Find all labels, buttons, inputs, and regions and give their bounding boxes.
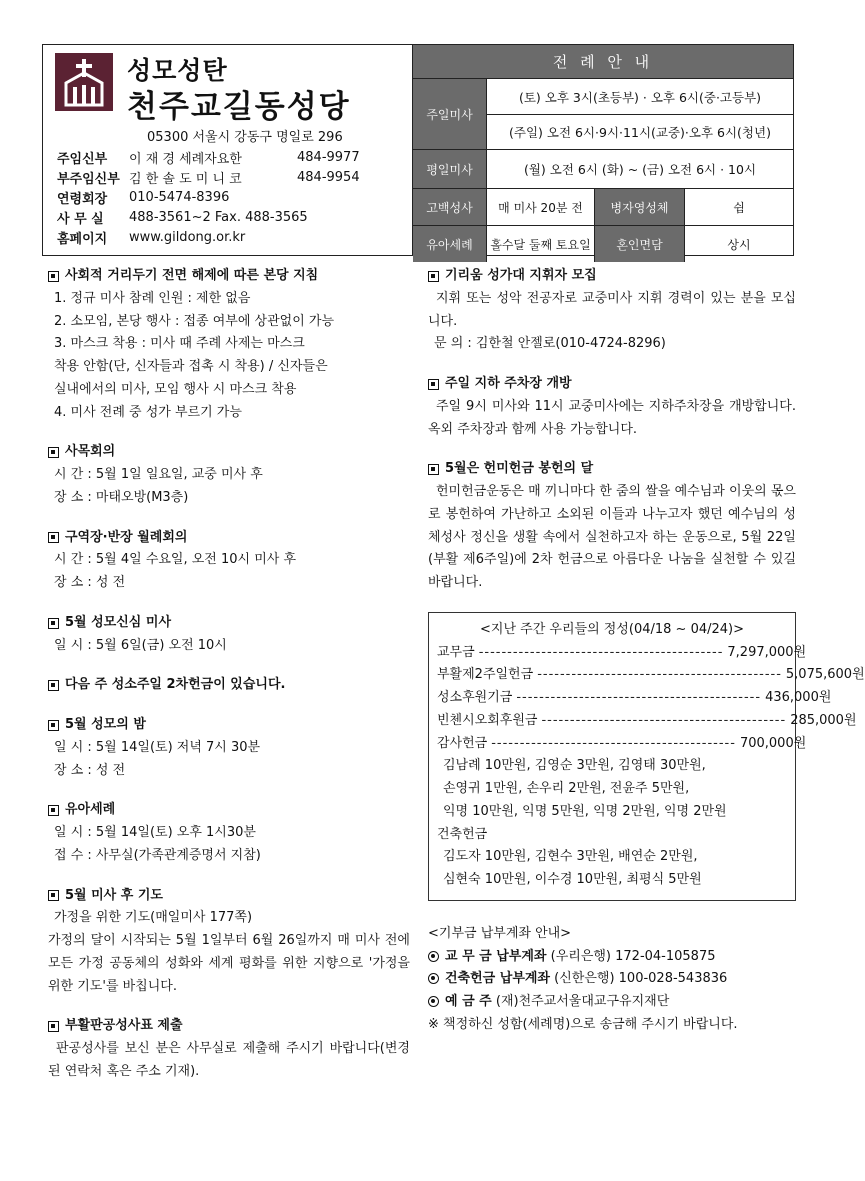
- notice-confession-card: [48, 1015, 410, 1083]
- notice-line: 장 소 : 성 전: [54, 575, 126, 590]
- schedule-value: (토) 오후 3시(초등부) · 오후 6시(중·고등부): [518, 89, 762, 105]
- offering-names: 김남례 10만원, 김영순 3만원, 김영태 30만원,: [443, 758, 706, 774]
- notice-line: 시 간 : 5월 1일 일요일, 교중 미사 후: [54, 467, 263, 482]
- right-column: [428, 265, 865, 1054]
- notice-title: 부활판공성사표 제출: [65, 1018, 183, 1034]
- notice-line: 문 의 : 김한철 안젤로(010-4724-8296): [434, 336, 666, 352]
- notice-line: 일 시 : 5월 14일(토) 저녁 7시 30분: [54, 739, 261, 755]
- notice-title: 사목회의: [65, 444, 116, 460]
- schedule-label: 주일미사: [413, 79, 487, 149]
- schedule-label: 병자영성체: [595, 189, 685, 225]
- notice-title: 다음 주 성소주일 2차헌금이 있습니다.: [65, 677, 286, 693]
- offering-row: 교무금 ------------------------------------------- 7,297,000원: [437, 642, 787, 665]
- contact-row: [57, 227, 360, 247]
- account-label: 건축헌금 납부계좌: [445, 971, 550, 987]
- contact-label: 연령회장: [57, 191, 108, 207]
- offering-label: 감사헌금: [437, 735, 488, 751]
- contact-name: 이 재 경 세례자요한: [129, 151, 242, 167]
- bullet-square-icon: [428, 271, 439, 282]
- schedule-value: 홀수달 둘째 토요일: [487, 226, 595, 262]
- notice-vocation-collection: [48, 674, 410, 697]
- parish-name: 천주교길동성당: [127, 89, 351, 125]
- accounts-title: <기부금 납부계좌 안내>: [428, 925, 572, 941]
- notice-line: 실내에서의 미사, 모임 행사 시 마스크 착용: [54, 381, 297, 397]
- bullet-square-icon: [48, 532, 59, 543]
- bullet-square-icon: [48, 680, 59, 691]
- notice-line: 일 시 : 5월 14일(토) 오후 1시30분: [54, 825, 256, 840]
- schedule-label: 고백성사: [413, 189, 487, 225]
- schedule-label: 평일미사: [413, 150, 487, 188]
- homepage-link[interactable]: www.gildong.or.kr: [129, 229, 246, 245]
- left-column: [48, 265, 410, 1101]
- notice-infant-baptism: [48, 799, 410, 867]
- bullet-square-icon: [48, 1021, 59, 1032]
- account-row: [428, 946, 796, 969]
- schedule-label: 혼인면담: [595, 226, 685, 262]
- notice-line: 1. 정규 미사 참례 인원 : 제한 없음: [54, 290, 251, 306]
- notice-line: 장 소 : 마태오방(M3층): [54, 489, 189, 505]
- contact-row: [57, 187, 360, 207]
- schedule-value: (주일) 오전 6시·9시·11시(교중)·오후 6시(청년): [487, 114, 793, 149]
- offering-title: <지난 주간 우리들의 정성(04/18 ~ 04/24)>: [480, 621, 744, 637]
- bullet-square-icon: [48, 890, 59, 901]
- notice-title: 5월은 헌미헌금 봉헌의 달: [445, 461, 594, 477]
- notice-marian-mass: [48, 612, 410, 658]
- notice-paragraph: 주일 9시 미사와 11시 교중미사에는 지하주차장을 개방합니다. 옥외 주차장과 함께 사용 가능합니다.: [428, 398, 796, 437]
- contact-name: 010-5474-8396: [129, 189, 230, 205]
- offering-names: 익명 10만원, 익명 5만원, 익명 2만원, 익명 2만원: [443, 803, 727, 819]
- notice-line: 착용 안함(단, 신자들과 접촉 시 착용) / 신자들은: [54, 359, 328, 374]
- offering-row: 부활제2주일헌금 ------------------------------------------- 5,075,600원: [437, 664, 787, 687]
- account-row: [428, 968, 796, 991]
- contact-row: [57, 167, 360, 187]
- offering-label: 성소후원기금: [437, 690, 513, 705]
- parish-subtitle: 성모성탄: [127, 56, 228, 85]
- contact-label: 사 무 실: [57, 211, 104, 227]
- offering-amount: 5,075,600원: [785, 667, 865, 683]
- bullet-square-icon: [428, 464, 439, 475]
- bullet-circle-icon: [428, 951, 439, 962]
- notice-may-prayer: [48, 885, 410, 999]
- bullet-circle-icon: [428, 973, 439, 984]
- offering-names: 심현숙 10만원, 이수경 10만원, 최평식 5만원: [443, 872, 702, 887]
- donation-accounts: [428, 923, 796, 1037]
- bullet-square-icon: [48, 447, 59, 458]
- offering-label: 교무금: [437, 644, 475, 660]
- notice-line: 접 수 : 사무실(가족관계증명서 지참): [54, 847, 261, 863]
- contact-list: [57, 147, 360, 247]
- notice-title: 구역장·반장 월례회의: [65, 529, 188, 545]
- notice-title: 유아세례: [65, 802, 116, 818]
- notice-distancing: [48, 265, 410, 424]
- notice-title: 주일 지하 주차장 개방: [445, 376, 572, 391]
- notice-rice-offering: [428, 458, 796, 595]
- offering-label: 부활제2주일헌금: [437, 667, 534, 683]
- contact-label: 주임신부: [57, 151, 108, 167]
- contact-name: 488-3561~2 Fax. 488-3565: [129, 209, 308, 225]
- offering-amount: 285,000원: [790, 712, 857, 728]
- bullet-square-icon: [48, 271, 59, 282]
- notice-line: 가정을 위한 기도(매일미사 177쪽): [54, 910, 253, 926]
- offering-amount: 7,297,000원: [727, 644, 807, 660]
- notice-marian-night: [48, 714, 410, 782]
- offering-names: 김도자 10만원, 김현수 3만원, 배연순 2만원,: [443, 849, 698, 865]
- notice-title: 5월 미사 후 기도: [65, 887, 163, 903]
- account-row: [428, 991, 796, 1014]
- notice-line: 일 시 : 5월 6일(금) 오전 10시: [54, 637, 227, 653]
- notice-line: 2. 소모임, 본당 행사 : 접종 여부에 상관없이 가능: [54, 313, 335, 329]
- bullet-square-icon: [428, 379, 439, 390]
- notice-title: 사회적 거리두기 전면 해제에 따른 본당 지침: [65, 268, 319, 283]
- bullet-square-icon: [48, 720, 59, 731]
- notice-line: 4. 미사 전례 중 성가 부르기 가능: [54, 404, 242, 420]
- schedule-value: (월) 오전 6시 (화) ~ (금) 오전 6시 · 10시: [523, 162, 757, 177]
- offering-row: 빈첸시오회후원금 ------------------------------------------- 285,000원: [437, 710, 787, 733]
- offering-row: 감사헌금 ------------------------------------------- 700,000원: [437, 733, 787, 756]
- notice-title: 5월 성모신심 미사: [65, 614, 172, 630]
- schedule-title: 전 례 안 내: [413, 45, 793, 79]
- schedule-value: 매 미사 20분 전: [487, 189, 595, 225]
- bullet-square-icon: [48, 805, 59, 816]
- notice-paragraph: 헌미헌금운동은 매 끼니마다 한 줌의 쌀을 예수님과 이웃의 몫으로 봉헌하여 가난하고 소외된 이들과 나누고자 했던 예수님의 성체성사 정신을 생활 속에서 실천하고자 하는 운동으로, 5월 22일(부활 제6주일)에 2차 헌금으로 아름다운 나눔을 실천할 수 있길 바랍니다.: [428, 484, 796, 590]
- parish-logo-icon: [55, 53, 113, 111]
- notice-pastoral-council: [48, 441, 410, 509]
- account-number: (우리은행) 172-04-105875: [550, 948, 716, 964]
- notice-choir-conductor: [428, 265, 796, 356]
- notice-paragraph: 지휘 또는 성악 전공자로 교중미사 지휘 경력이 있는 분을 모십니다.: [428, 290, 796, 329]
- account-number: (신한은행) 100-028-543836: [554, 971, 728, 987]
- schedule-row-weekday: [413, 150, 793, 189]
- liturgy-schedule: [413, 45, 793, 255]
- bullet-square-icon: [48, 618, 59, 629]
- schedule-value: 쉼: [733, 200, 745, 215]
- contact-label: 부주임신부: [57, 171, 120, 187]
- offering-names: 손영귀 1만원, 손우리 2만원, 전윤주 5만원,: [443, 781, 690, 796]
- account-label: 예 금 주: [445, 994, 492, 1009]
- weekly-offering-box: [428, 612, 865, 901]
- parish-address: 05300 서울시 강동구 명일로 296: [147, 130, 343, 145]
- contact-row: [57, 147, 360, 167]
- building-fund-label: 건축헌금: [437, 826, 488, 842]
- notice-paragraph: 판공성사를 보신 분은 사무실로 제출해 주시기 바랍니다(변경된 연락처 혹은 주소 기재).: [48, 1041, 410, 1079]
- contact-row: [57, 207, 360, 227]
- notice-title: 기리움 성가대 지휘자 모집: [445, 268, 597, 283]
- offering-amount: 700,000원: [739, 735, 807, 751]
- contact-label: 홈페이지: [57, 231, 108, 247]
- notice-line: 3. 마스크 착용 : 미사 때 주례 사제는 마스크: [54, 336, 305, 352]
- contact-phone: 484-9954: [297, 169, 360, 185]
- schedule-value: 상시: [727, 237, 751, 252]
- schedule-row-infant: [413, 226, 793, 262]
- notice-title: 5월 성모의 밤: [65, 717, 146, 732]
- offering-amount: 436,000원: [765, 690, 832, 705]
- parish-info: [43, 45, 413, 255]
- bulletin-header: [42, 44, 794, 256]
- account-label: 교 무 금 납부계좌: [445, 948, 547, 964]
- contact-name: 김 한 솔 도 미 니 코: [129, 171, 242, 187]
- notice-line: 시 간 : 5월 4일 수요일, 오전 10시 미사 후: [54, 552, 297, 568]
- notice-line: 장 소 : 성 전: [54, 762, 126, 778]
- schedule-row-confession: [413, 189, 793, 226]
- contact-phone: 484-9977: [297, 149, 360, 165]
- notice-district-meeting: [48, 527, 410, 595]
- bullet-circle-icon: [428, 996, 439, 1007]
- accounts-note: ※ 책정하신 성함(세례명)으로 송금해 주시기 바랍니다.: [428, 1016, 738, 1032]
- schedule-row-sunday: [413, 79, 793, 150]
- account-holder: (재)천주교서울대교구유지재단: [495, 994, 670, 1009]
- notice-paragraph: 가정의 달이 시작되는 5월 1일부터 6월 26일까지 매 미사 전에 모든 가정 공동체의 성화와 세계 평화를 위한 지향으로 '가정을 위한 기도'를 바칩니다.: [48, 933, 410, 994]
- schedule-label: 유아세례: [413, 226, 487, 262]
- offering-row: 성소후원기금 ------------------------------------------- 436,000원: [437, 687, 787, 710]
- notice-parking: [428, 373, 796, 441]
- offering-label: 빈첸시오회후원금: [437, 712, 538, 728]
